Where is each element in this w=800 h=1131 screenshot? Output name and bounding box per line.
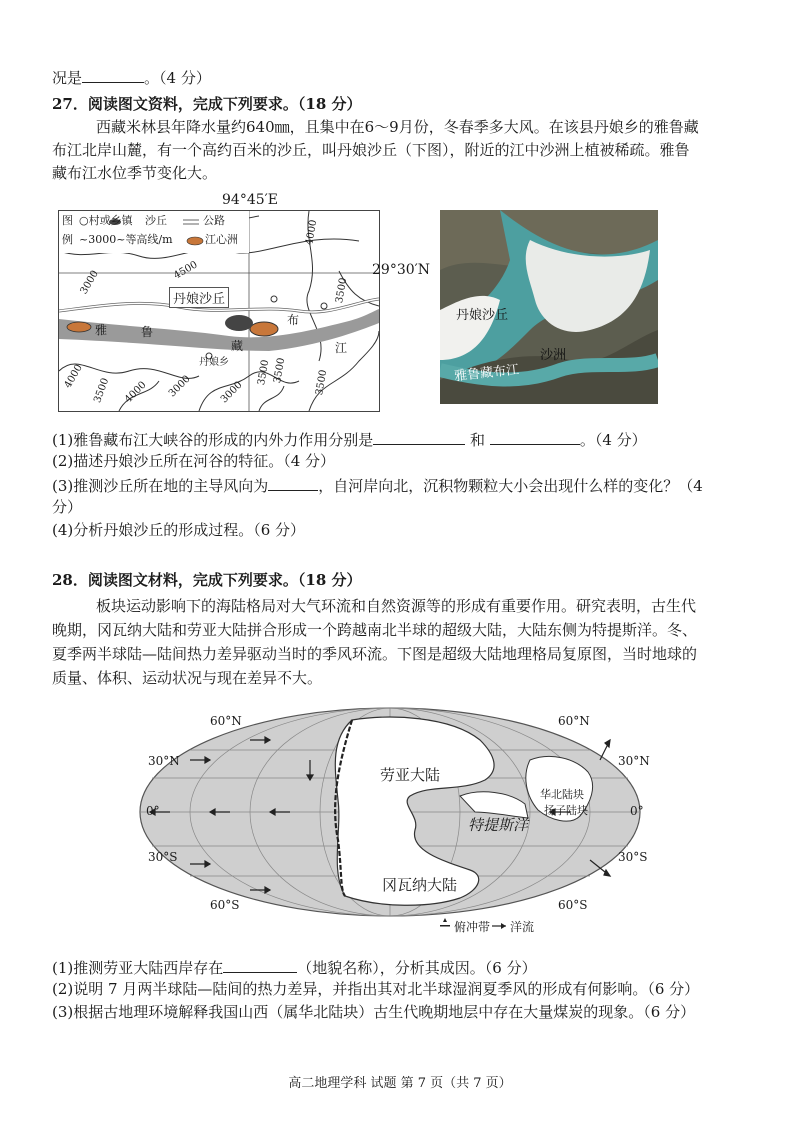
- legend-title: 例: [62, 233, 73, 246]
- q27-sub2: (2)描述丹娘沙丘所在河谷的特征。（4 分）: [52, 452, 336, 470]
- legend-current: 洋流: [510, 920, 535, 934]
- contour-label: 3000: [218, 379, 245, 406]
- town-label: 丹娘乡: [199, 357, 229, 368]
- lat-30n-right: 30°N: [618, 754, 650, 768]
- q28-sub3: (3)根据古地理环境解释我国山西（属华北陆块）古生代晚期地层中存在大量煤炭的现象。（6 分）: [52, 1003, 696, 1021]
- q27-para-line: 布江北岸山麓，有一个高约百米的沙丘，叫丹娘沙丘（下图），附近的江中沙洲上植被稀疏。雅鲁: [52, 141, 690, 159]
- lat-60s-right: 60°S: [558, 898, 588, 912]
- q27-sub3-cont: 分）: [52, 498, 83, 516]
- north-china-label: 华北陆块: [540, 788, 584, 801]
- q27-title: 27．阅读图文资料，完成下列要求。（18 分）: [52, 95, 362, 113]
- legend-contour: ~3000~等高线/m: [79, 233, 173, 246]
- q27-sub1: (1)雅鲁藏布江大峡谷的形成的内外力作用分别是 和 。（4 分）: [52, 428, 647, 450]
- river-char: 藏: [231, 339, 244, 353]
- contour-label: 3500: [272, 357, 288, 384]
- q28-title: 28．阅读图文材料，完成下列要求。（18 分）: [52, 571, 362, 589]
- laurasia-label: 劳亚大陆: [380, 766, 441, 784]
- lat-30s-right: 30°S: [618, 850, 648, 864]
- lat-30s-left: 30°S: [148, 850, 178, 864]
- q27-sub4: (4)分析丹娘沙丘的形成过程。（6 分）: [52, 521, 306, 539]
- legend-title: 图: [62, 214, 73, 227]
- legend-dune: 沙丘: [145, 214, 167, 227]
- contour-label: 3000: [78, 268, 101, 297]
- q28-para-line: 晚期，冈瓦纳大陆和劳亚大陆拼合形成一个跨越南北半球的超级大陆，大陆东侧为特提斯洋。冬、: [52, 621, 698, 639]
- latitude-label: 29°30′N: [372, 262, 431, 278]
- river-char: 雅: [95, 323, 108, 337]
- danniang-topo-map: [58, 210, 380, 412]
- photo-river-label: 雅鲁藏布江: [453, 362, 520, 385]
- q28-sub2: (2)说明 7 月两半球陆—陆间的热力差异，并指出其对北半球湿润夏季风的形成有何影响。（6 分）: [52, 980, 700, 998]
- contour-label: 3500: [92, 376, 112, 405]
- tethys-label: 特提斯洋: [468, 816, 529, 834]
- q28-para-line: 夏季两半球陆—陆间热力差异驱动当时的季风环流。下图是超级大陆地理格局复原图，当时地球的: [52, 645, 698, 663]
- page-footer: 高二地理学科 试题 第 7 页（共 7 页）: [288, 1076, 512, 1091]
- river-char: 布: [287, 313, 300, 327]
- legend-road: 公路: [203, 214, 225, 227]
- lat-30n-left: 30°N: [148, 754, 180, 768]
- lat-0-left: 0°: [146, 804, 160, 818]
- contour-label: 4000: [304, 219, 320, 246]
- longitude-label: 94°45′E: [222, 192, 279, 208]
- lat-60s-left: 60°S: [210, 898, 240, 912]
- q27-para-line: 藏布江水位季节变化大。: [52, 164, 218, 182]
- contour-label: 3500: [334, 277, 350, 304]
- q28-para-line: 质量、体积、运动状况与现在差异不大。: [52, 669, 323, 687]
- lat-60n-left: 60°N: [210, 714, 242, 728]
- q27-sub3: (3)推测沙丘所在地的主导风向为 ，自河岸向北，沉积物颗粒大小会出现什么样的变化？（4: [52, 474, 703, 496]
- contour-label: 3000: [166, 373, 193, 400]
- supercontinent-map: [130, 700, 650, 940]
- satellite-photo: [440, 210, 658, 404]
- q28-sub1: (1)推测劳亚大陆西岸存在 （地貌名称），分析其成因。（6 分）: [52, 956, 537, 978]
- legend-subduction: 俯冲带: [454, 920, 491, 934]
- yangtze-label: 扬子陆块: [544, 804, 588, 817]
- dune-label: 丹娘沙丘: [169, 287, 229, 308]
- legend-village: ○村或乡镇: [79, 214, 133, 227]
- photo-dune-label: 丹娘沙丘: [456, 308, 509, 323]
- prev-answer-line: 况是 。（4 分）: [52, 66, 211, 88]
- q28-para-line: 板块运动影响下的海陆格局对大气环流和自然资源等的形成有重要作用。研究表明，古生代: [96, 597, 697, 615]
- river-char: 鲁: [141, 325, 154, 339]
- contour-label: 3500: [314, 369, 330, 396]
- lat-0-right: 0°: [630, 804, 644, 818]
- q27-para-line: 西藏米林县年降水量约640㎜，且集中在6～9月份，冬春季多大风。在该县丹娘乡的雅鲁藏: [96, 118, 699, 136]
- legend-island: 江心洲: [205, 233, 238, 246]
- lat-60n-right: 60°N: [558, 714, 590, 728]
- contour-label: 4500: [171, 259, 200, 282]
- contour-label: 3500: [256, 359, 272, 386]
- contour-label: 4000: [122, 379, 149, 406]
- contour-label: 4000: [62, 362, 85, 391]
- gondwana-label: 冈瓦纳大陆: [382, 876, 458, 894]
- photo-island-label: 沙洲: [540, 348, 567, 363]
- river-char: 江: [335, 341, 348, 355]
